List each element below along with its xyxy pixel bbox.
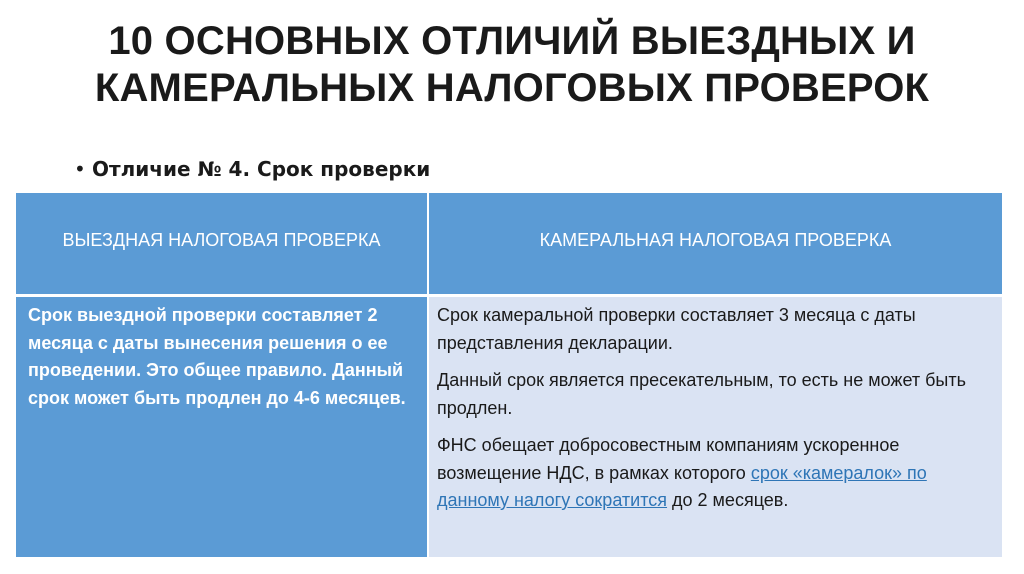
- desk-audit-paragraph-3-end: до 2 месяцев.: [667, 490, 789, 510]
- header-desk-audit: [429, 193, 1002, 294]
- header-desk-audit-label: КАМЕРАЛЬНАЯ НАЛОГОВАЯ ПРОВЕРКА: [539, 230, 892, 250]
- desk-audit-paragraph-3-start: ФНС обещает добросовестным компаниям ускоренное возмещение НДС, в рамках которого: [437, 435, 900, 483]
- vat-refund-link[interactable]: срок «камералок» по данному налогу сократится: [437, 462, 927, 510]
- column-divider: [427, 193, 429, 557]
- header-field-audit: [16, 193, 427, 294]
- bullet-item: [74, 157, 430, 181]
- cell-field-audit-term: Срок выездной проверки составляет 2 месяца с даты вынесения решения о ее проведении. Это общее правило. Данный срок может быть продлен до 4-6 месяцев.: [16, 297, 427, 557]
- desk-audit-paragraph-1: Срок камеральной проверки составляет 3 месяца с даты представления декларации.: [437, 305, 916, 353]
- header-divider: [16, 294, 1002, 297]
- comparison-table: [16, 193, 1002, 557]
- slide-title: [0, 18, 1024, 112]
- desk-audit-paragraph-3: [437, 432, 992, 515]
- bullet-marker: •: [74, 157, 86, 181]
- slide-title-line-2: КАМЕРАЛЬНЫХ НАЛОГОВЫХ ПРОВЕРОК: [94, 66, 930, 110]
- desk-audit-paragraph-2: Данный срок является пресекательным, то есть не может быть продлен.: [437, 370, 966, 418]
- bullet-text: Отличие № 4. Срок проверки: [92, 157, 431, 181]
- slide-title-line-1: 10 ОСНОВНЫХ ОТЛИЧИЙ ВЫЕЗДНЫХ И: [108, 19, 916, 63]
- header-field-audit-label: ВЫЕЗДНАЯ НАЛОГОВАЯ ПРОВЕРКА: [62, 230, 381, 250]
- cell-desk-audit-term: [429, 297, 1002, 557]
